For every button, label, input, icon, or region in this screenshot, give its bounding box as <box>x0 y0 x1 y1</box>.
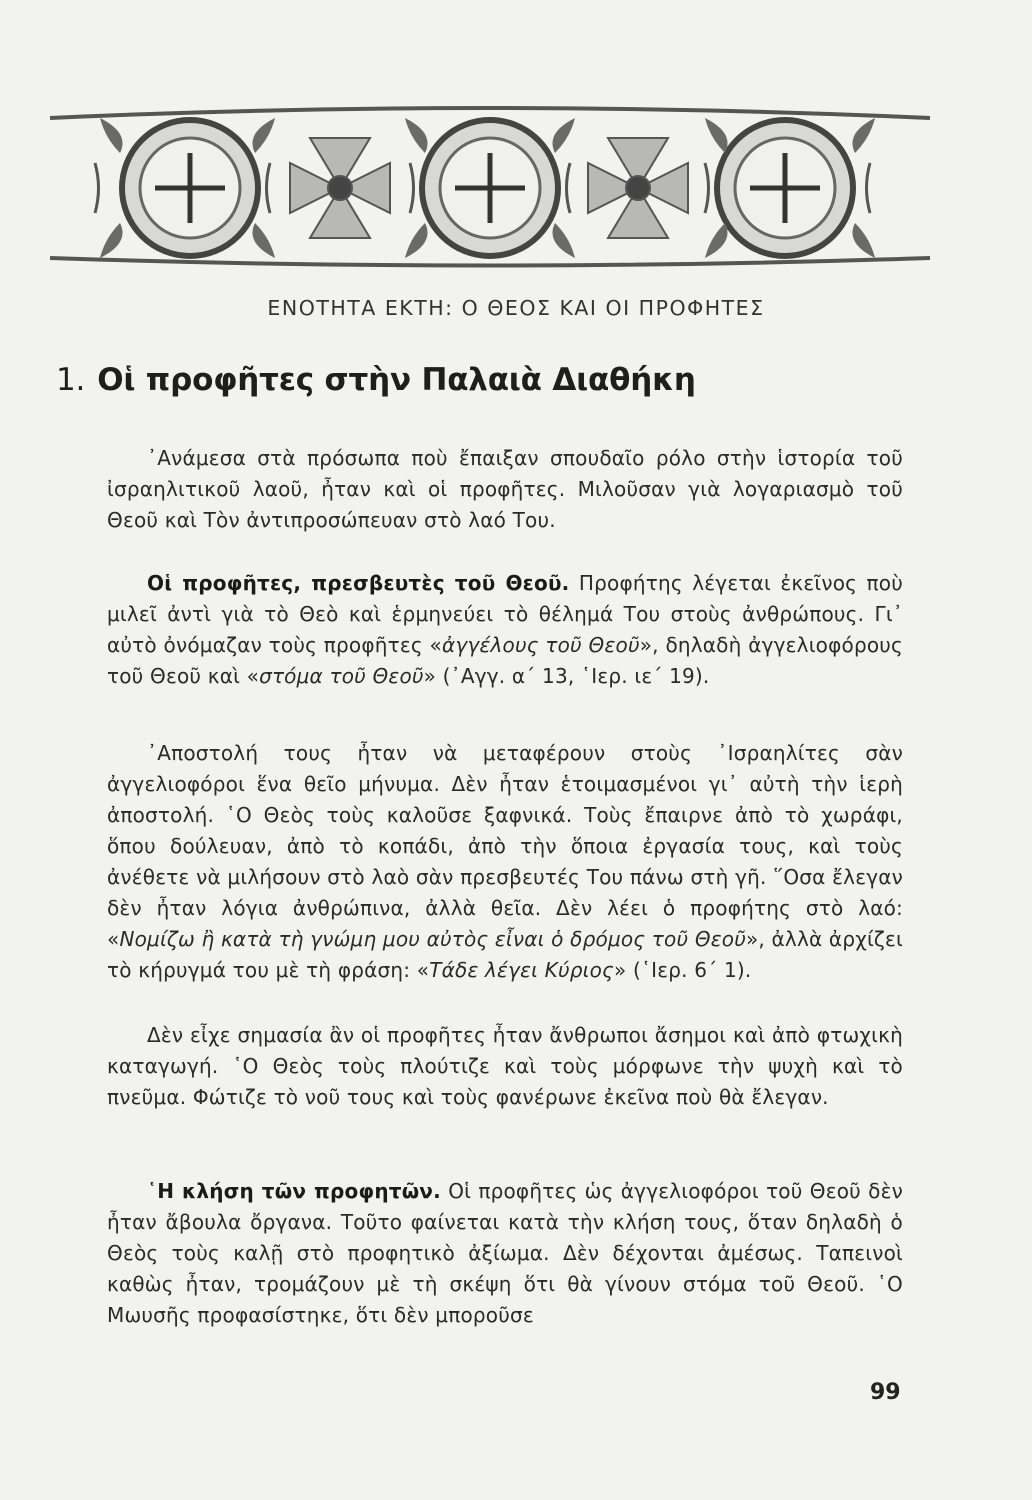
paragraph-text <box>107 1176 903 1331</box>
unit-heading: ΕΝΟΤΗΤΑ ΕΚΤΗ: Ο ΘΕΟΣ ΚΑΙ ΟΙ ΠΡΟΦΗΤΕΣ <box>267 296 765 320</box>
paragraph-text: ᾿Ανάμεσα στὰ πρόσωπα ποὺ ἔπαιξαν σπουδαῖο ρόλο στὴν ἱστορία τοῦ ἰσραηλιτικοῦ λαοῦ, ἦταν καὶ οἱ προφῆτες. Μιλοῦσαν γιὰ λογαριασμὸ τοῦ Θεοῦ καὶ Τὸν ἀντιπροσώπευαν στὸ λαό Του. <box>107 446 903 532</box>
text-run: Οἱ προφῆτες ὡς ἀγγελιοφόροι τοῦ Θεοῦ δὲν ἦταν ἄβουλα ὄργανα. Τοῦτο φαίνεται κατὰ τὴν κλήση τους, ὅταν δηλαδὴ ὁ Θεὸς τοὺς καλῇ στὸ προφητικὸ ἀξίωμα. Δὲν δέχονται ἀμέσως. Ταπεινοὶ καθὼς ἦταν, τρομάζουν μὲ τὴ σκέψη ὅτι θὰ γίνουν στόμα τοῦ Θεοῦ. ῾Ο Μωυσῆς προφασίστηκε, ὅτι δὲν μποροῦσε <box>107 1179 903 1327</box>
text-run: Προφήτης λέγεται ἐκεῖνος ποὺ μιλεῖ ἀντὶ γιὰ τὸ Θεὸ καὶ ἑρμηνεύει τὸ θέλημά Του στοὺς ἀνθρώπους. Γι᾿ αὐτὸ ὀνόμαζαν τοὺς προφῆτες « <box>107 571 903 657</box>
page-number: 99 <box>870 1380 901 1405</box>
paragraph-mission <box>107 738 903 986</box>
section-number: 1. <box>56 362 86 398</box>
text-run: ᾿Αποστολή τους ἦταν νὰ μεταφέρουν στοὺς ᾿Ισραηλίτες σὰν ἀγγελιοφόροι ἕνα θεῖο μήνυμα. Δὲν ἦταν ἑτοιμασμένοι γι᾿ αὐτὴ τὴν ἱερὴ ἀποστολή. ῾Ο Θεὸς τοὺς καλοῦσε ξαφνικά. Τοὺς ἔπαιρνε ἀπὸ τὸ χωράφι, ὅπου δούλευαν, ἀπὸ τὸ κοπάδι, ἀπὸ τὴν ὅποια ἐργασία τους, καὶ τοὺς ἀνέθετε νὰ μιλήσουν στὸ λαὸ σὰν πρεσβευτές Του πάνω στὴ γῆ. ῞Οσα ἔλεγαν δὲν ἦταν λόγια ἀνθρώπινα, ἀλλὰ θεῖα. Δὲν λέει ὁ προφήτης στὸ λαό: « <box>107 741 903 951</box>
section-title-text: Οἱ προφῆτες στὴν Παλαιὰ Διαθήκη <box>97 362 696 398</box>
cross-roundel-icon <box>717 120 853 256</box>
paragraph-humble-origin <box>107 1020 903 1113</box>
text-run: », δηλαδὴ ἀγγελιοφόρους τοῦ Θεοῦ καὶ « <box>107 633 903 688</box>
italic-quote: Νομίζω ἢ κατὰ τὴ γνώμη μου αὐτὸς εἶναι ὁ δρόμος τοῦ Θεοῦ <box>119 927 746 951</box>
italic-quote: Τάδε λέγει Κύριος <box>429 958 614 982</box>
paragraph-prophets-ambassadors <box>107 568 903 692</box>
text-run: » (῾Ιερ. 6΄ 1). <box>613 958 752 982</box>
petal-flower-icon <box>588 138 688 238</box>
paragraph-text: Δὲν εἶχε σημασία ἂν οἱ προφῆτες ἦταν ἄνθρωποι ἄσημοι καὶ ἀπὸ φτωχικὴ καταγωγή. ῾Ο Θεὸς τοὺς πλούτιζε καὶ τοὺς μόρφωνε τὴν ψυχὴ καὶ τὸ πνεῦμα. Φώτιζε τὸ νοῦ τους καὶ τοὺς φανέρωνε ἐκεῖνα ποὺ θὰ ἔλεγαν. <box>107 1023 903 1109</box>
italic-quote: ἀγγέλους τοῦ Θεοῦ <box>442 633 640 657</box>
paragraph-text <box>107 738 903 986</box>
paragraph-lead: ῾Η κλήση τῶν προφητῶν. <box>147 1179 441 1203</box>
section-title <box>56 362 696 398</box>
paragraph-intro <box>107 443 903 536</box>
paragraph-calling <box>107 1176 903 1331</box>
cross-roundel-icon <box>422 120 558 256</box>
italic-quote: στόμα τοῦ Θεοῦ <box>259 664 424 688</box>
paragraph-text <box>107 568 903 692</box>
text-run: » (᾿Αγγ. α΄ 13, ῾Ιερ. ιε΄ 19). <box>423 664 710 688</box>
cross-roundel-icon <box>122 120 258 256</box>
paragraph-lead: Οἱ προφῆτες, πρεσβευτὲς τοῦ Θεοῦ. <box>147 571 570 595</box>
text-run: », ἀλλὰ ἀρχίζει τὸ κήρυγμά του μὲ τὴ φράση: « <box>107 927 903 982</box>
byzantine-ornament-band-icon <box>40 78 940 278</box>
petal-flower-icon <box>290 138 390 238</box>
